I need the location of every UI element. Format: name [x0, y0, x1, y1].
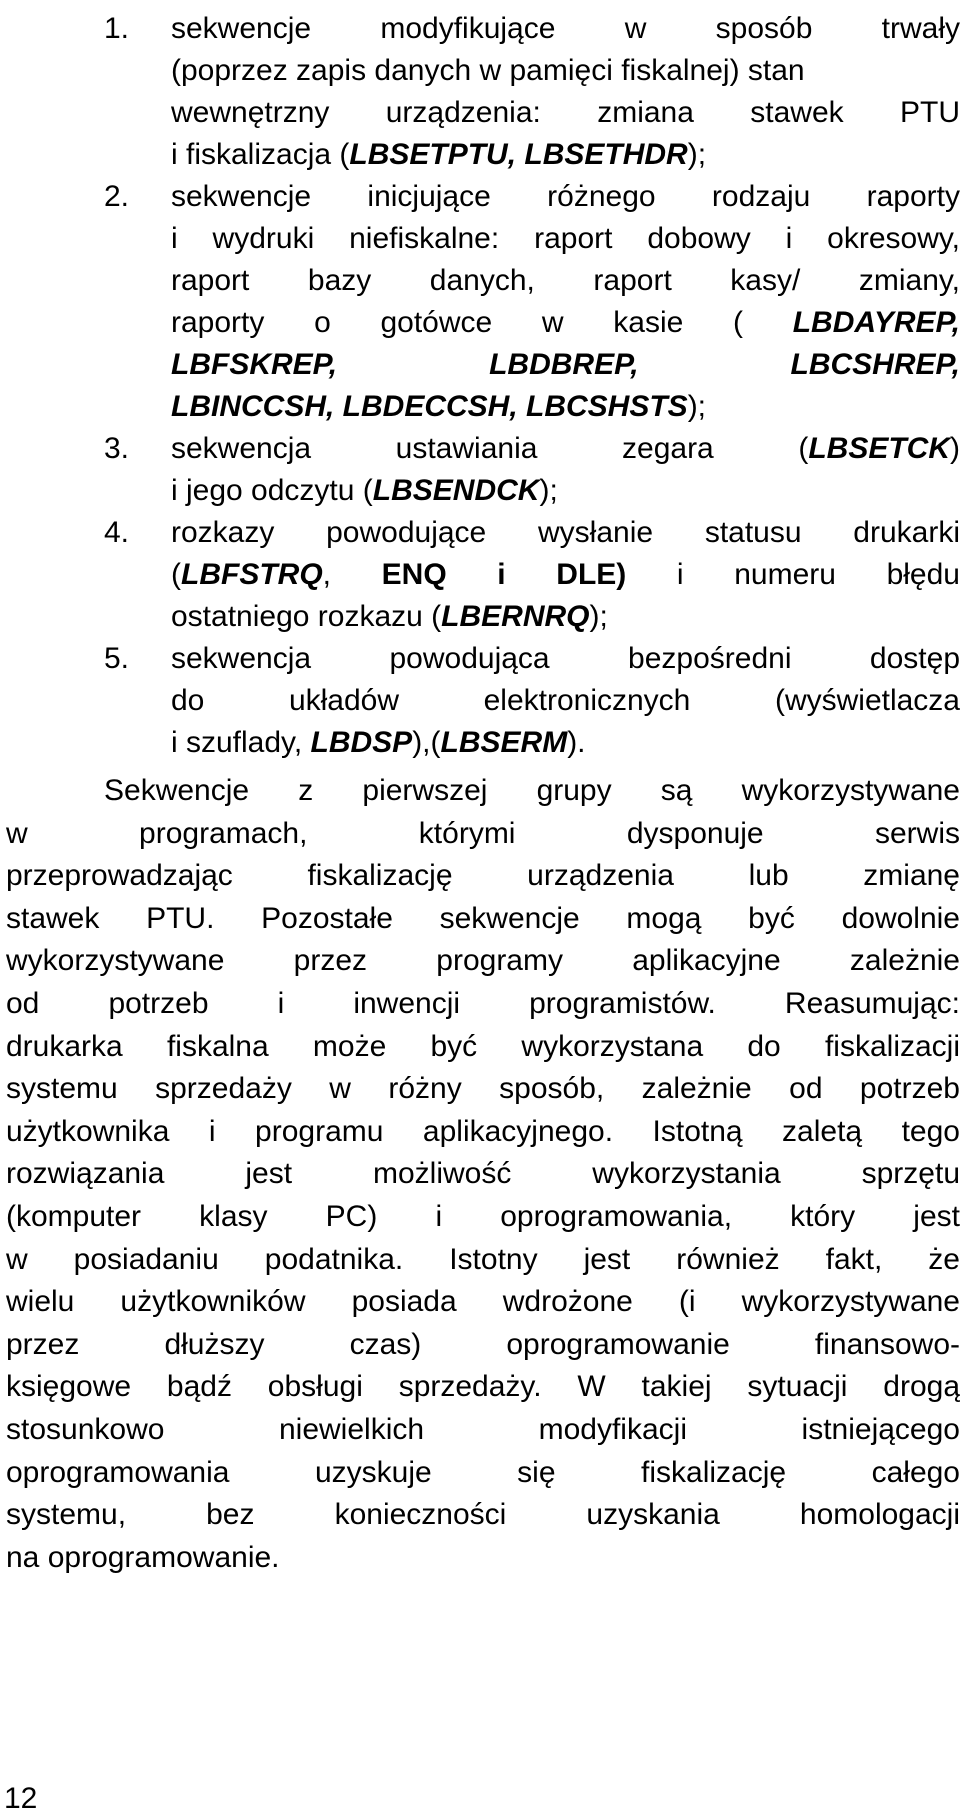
text-segment: );: [687, 390, 707, 423]
text-segment: i jego odczytu (: [171, 474, 373, 507]
text-segment: raport bazy danych, raport kasy/ zmiany,: [171, 264, 960, 297]
text-segment: sekwencja ustawiania zegara (: [171, 432, 809, 465]
command-code: ENQ i DLE): [381, 558, 627, 591]
paragraph-line: rozwiązania jest możliwość wykorzystania sprzętu: [6, 1157, 960, 1190]
paragraph-line: w programach, którymi dysponuje serwis: [6, 817, 960, 850]
list-item-line: [171, 92, 960, 134]
paragraph-line: oprogramowania uzyskuje się fiskalizację całego: [6, 1456, 960, 1489]
paragraph-line: wielu użytkowników posiada wdrożone (i wykorzystywane: [6, 1285, 960, 1318]
paragraph-line: systemu sprzedaży w różny sposób, zależnie od potrzeb: [6, 1072, 960, 1105]
text-segment: );: [589, 600, 608, 633]
list-item-line: [171, 218, 960, 260]
list-item-line: [171, 722, 960, 764]
list-item-line: [171, 50, 960, 92]
list-item-line: [171, 428, 960, 470]
command-code: LBSETCK: [808, 432, 950, 465]
list-item-line: [171, 134, 960, 176]
paragraph-line: przez dłuższy czas) oprogramowanie finansowo-: [6, 1328, 960, 1361]
text-segment: i szuflady,: [171, 726, 311, 759]
text-segment: do układów elektronicznych (wyświetlacza: [171, 684, 960, 717]
text-segment: rozkazy powodujące wysłanie statusu drukarki: [171, 516, 960, 549]
command-code: LBSERM: [440, 726, 568, 759]
paragraph-line: od potrzeb i inwencji programistów. Reasumując:: [6, 987, 960, 1020]
list-item-line: [171, 680, 960, 722]
list-item-line: [171, 470, 960, 512]
text-segment: ostatniego rozkazu (: [171, 600, 442, 633]
list-item-number: 5.: [104, 642, 130, 675]
paragraph-line: wykorzystywane przez programy aplikacyjne zależnie: [6, 944, 960, 977]
command-code: LBDAYREP,: [792, 306, 960, 339]
text-segment: sekwencja powodująca bezpośredni dostęp: [171, 642, 960, 675]
command-code: LBSETPTU, LBSETHDR: [349, 138, 688, 171]
command-code: LBFSKREP, LBDBREP, LBCSHREP,: [171, 348, 960, 381]
list-item-line: [171, 176, 960, 218]
list-item-number: 2.: [104, 180, 130, 213]
text-segment: ,: [322, 558, 382, 591]
list-item-line: [171, 344, 960, 386]
paragraph-line: stosunkowo niewielkich modyfikacji istniejącego: [6, 1413, 960, 1446]
text-segment: ),(: [412, 726, 441, 759]
list-item-line: [171, 260, 960, 302]
command-code: LBINCCSH, LBDECCSH, LBCSHSTS: [171, 390, 688, 423]
list-item-line: [171, 386, 960, 428]
command-code: LBFSTRQ: [181, 558, 323, 591]
list-item-line: [171, 596, 960, 638]
paragraph-line: na oprogramowanie.: [6, 1541, 280, 1574]
text-segment: sekwencje inicjujące różnego rodzaju raporty: [171, 180, 960, 213]
paragraph-line: w posiadaniu podatnika. Istotny jest również fakt, że: [6, 1243, 960, 1276]
text-segment: wewnętrzny urządzenia: zmiana stawek PTU: [171, 96, 960, 129]
list-item-number: 3.: [104, 432, 130, 465]
list-item-line: [171, 638, 960, 680]
paragraph-line: systemu, bez konieczności uzyskania homologacji: [6, 1498, 960, 1531]
text-segment: );: [539, 474, 558, 507]
paragraph-line: księgowe bądź obsługi sprzedaży. W takiej sytuacji drogą: [6, 1370, 960, 1403]
text-segment: );: [687, 138, 707, 171]
text-segment: ): [950, 432, 960, 465]
paragraph-line: użytkownika i programu aplikacyjnego. Istotną zaletą tego: [6, 1115, 960, 1148]
paragraph-line: Sekwencje z pierwszej grupy są wykorzystywane: [104, 774, 960, 807]
list-item-line: [171, 554, 960, 596]
paragraph-line: drukarka fiskalna może być wykorzystana do fiskalizacji: [6, 1030, 960, 1063]
list-item-line: [171, 8, 960, 50]
list-item-number: 4.: [104, 516, 130, 549]
text-segment: i fiskalizacja (: [171, 138, 350, 171]
paragraph-line: (komputer klasy PC) i oprogramowania, który jest: [6, 1200, 960, 1233]
command-code: LBSENDCK: [372, 474, 540, 507]
command-code: LBERNRQ: [441, 600, 590, 633]
list-item-number: 1.: [104, 12, 130, 45]
text-segment: i numeru błędu: [626, 558, 960, 591]
text-segment: (: [171, 558, 181, 591]
command-code: LBDSP: [310, 726, 413, 759]
text-segment: i wydruki niefiskalne: raport dobowy i okresowy,: [171, 222, 960, 255]
text-segment: ).: [567, 726, 586, 759]
page-number: 12: [4, 1782, 38, 1815]
paragraph-line: przeprowadzając fiskalizację urządzenia lub zmianę: [6, 859, 960, 892]
text-segment: (poprzez zapis danych w pamięci fiskalnej) stan: [171, 54, 805, 87]
text-segment: raporty o gotówce w kasie (: [171, 306, 793, 339]
paragraph-line: stawek PTU. Pozostałe sekwencje mogą być dowolnie: [6, 902, 960, 935]
list-item-line: [171, 302, 960, 344]
list-item-line: [171, 512, 960, 554]
text-segment: sekwencje modyfikujące w sposób trwały: [171, 12, 960, 45]
